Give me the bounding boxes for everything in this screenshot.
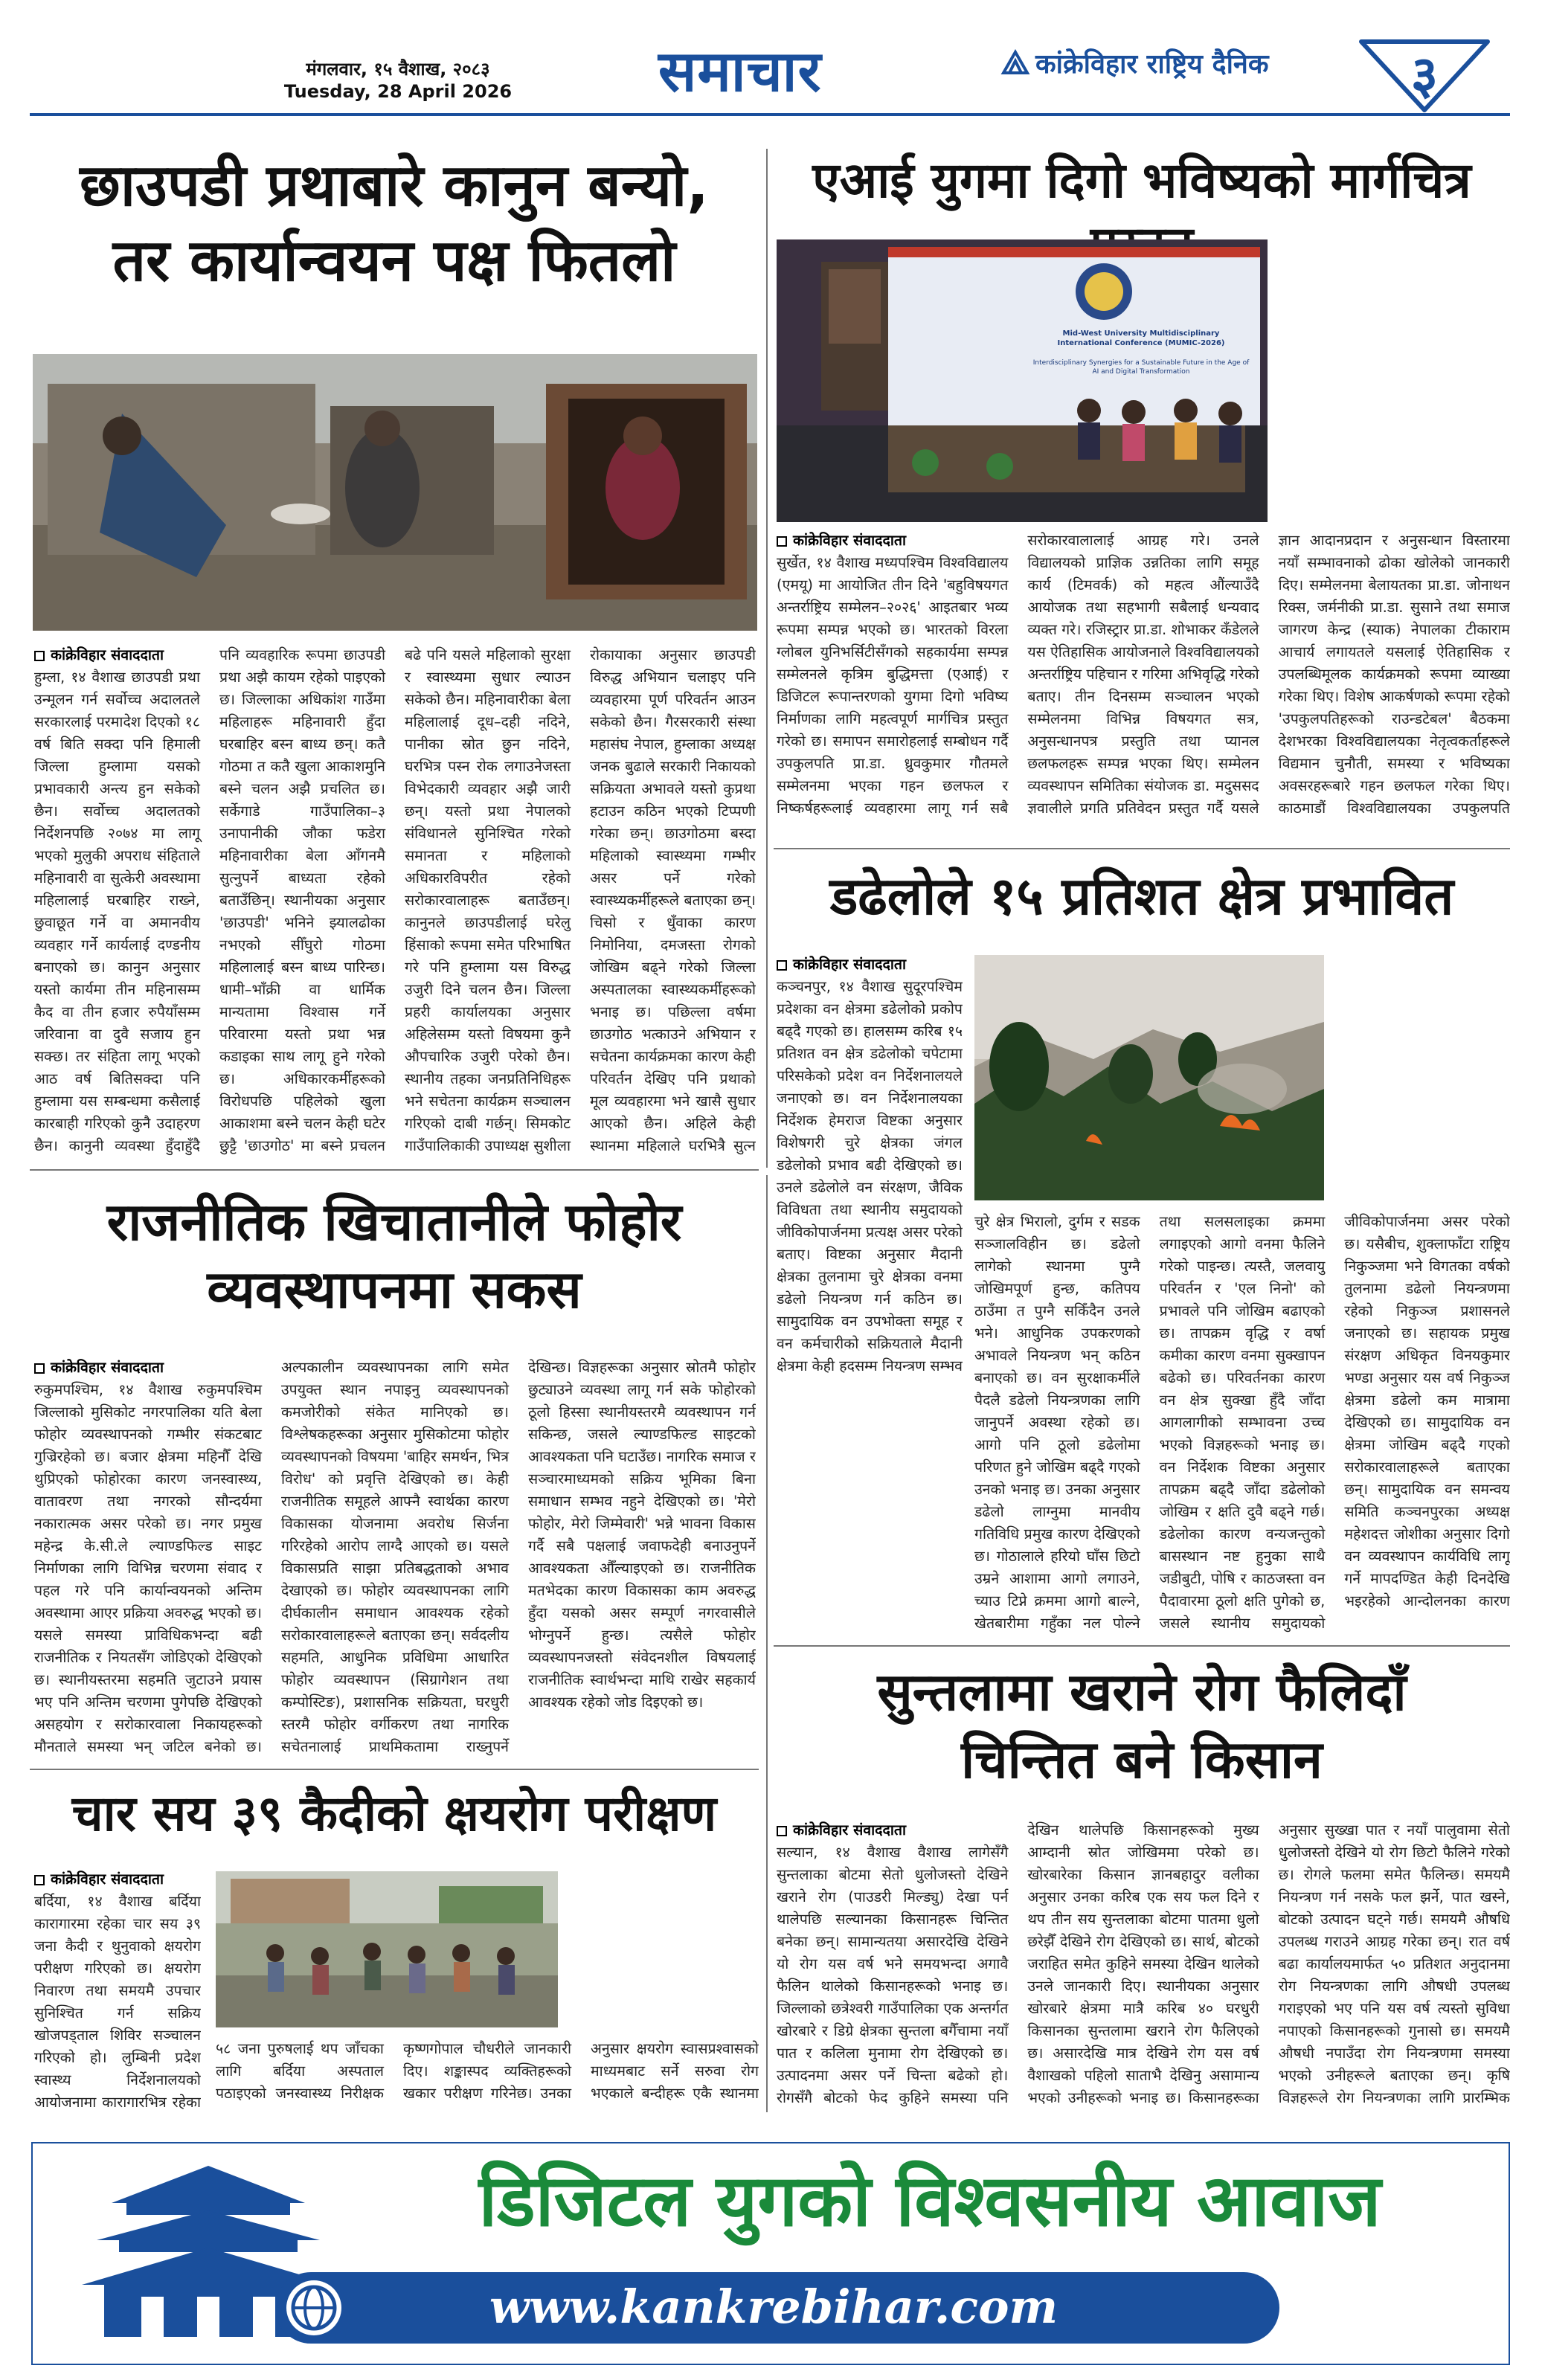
- ad-slogan: डिजिटल युगको विश्वसनीय आवाज: [478, 2158, 1381, 2242]
- chhaupadi-body: कांक्रेविहार संवाददाता हुम्ला, १४ वैशाख छाउपडी प्रथा उन्मूलन गर्न सर्वोच्च अदालतले सरकारलाई परमादेश दिएको १८ वर्ष बिति सक्दा पनि हिमाली जिल्ला हुम्लामा यसको प्रभावकारी अन्त्य हुन सकेको छैन। सर्वोच्च अदालतको निर्देशनपछि २०७४ मा लागू भएको मुलुकी अपराध संहिताले महिनावारी वा सुत्केरी अवस्थामा महिलालाई घरबाहिर राख्ने, छुवाछूत गर्ने वा अमानवीय व्यवहार गर्ने कार्यलाई दण्डनीय बनाएको छ। कानुन अनुसार यस्तो कार्यमा तीन महिनासम्म कैद वा तीन हजार रुपैयाँसम्म जरिवाना वा दुवै सजाय हुन सक्छ। तर संहिता लागू भएको आठ वर्ष बितिसक्दा पनि हुम्लामा यस सम्बन्धमा कसैलाई कारबाही गरिएको कुनै उदाहरण छैन। कानुनी व्यवस्था हुँदाहुँदै पनि व्यवहारिक रूपमा छाउपडी प्रथा अझै कायम रहेको पाइएको छ। जिल्लाका अधिकांश गाउँमा महिलाहरू महिनावारी हुँदा घरबाहिर बस्न बाध्य छन्। कतै गोठमा त कतै खुला आकाशमुनि बस्ने चलन अझै प्रचलित छ। सर्केगाडे गाउँपालिका–३ उनापानीकी जौका फडेरा महिनावारीका बेला आँगनमै सुत्नुपर्ने बाध्यता रहेको बताउँछिन्। स्थानीयका अनुसार 'छाउपडी' भनिने झ्यालढोका नभएको सीँघुरो गोठमा महिलालाई बस्न बाध्य पारिन्छ। धामी–भाँक्री वा धार्मिक मान्यतामा विश्वास गर्ने परिवारमा यस्तो प्रथा भन्न कडाइका साथ लागू हुने गरेको छ। अधिकारकर्मीहरूको विरोधपछि पहिलेको खुला आकाशमा बस्ने चलन केही घटेर छुट्टै 'छाउगोठ' मा बस्ने प्रचलन बढे पनि यसले महिलाको सुरक्षा र स्वास्थ्यमा सुधार ल्याउन सकेको छैन। महिनावारीका बेला महिलालाई दूध–दही नदिने, पानीका स्रोत छुन नदिने, घरभित्र पस्न रोक लगाउनेजस्ता विभेदकारी व्यवहार अझै जारी छन्। यस्तो प्रथा नेपालको संविधानले सुनिश्चित गरेको समानता र महिलाको अधिकारविपरीत रहेको सरोकारवालाहरू बताउँछन्। कानुनले छाउपडीलाई घरेलु हिंसाको रूपमा समेत परिभाषित गरे पनि हुम्लामा यस विरुद्ध उजुरी दिने चलन छैन। जिल्ला प्रहरी कार्यालयका अनुसार अहिलेसम्म यस्तो विषयमा कुनै औपचारिक उजुरी परेको छैन। स्थानीय तहका जनप्रतिनिधिहरू भने सचेतना कार्यक्रम सञ्चालन गरिएको दाबी गर्छन्। सिमकोट गाउँपालिकाकी उपाध्यक्ष सुशीला रोकायाका अनुसार छाउपडी विरुद्ध अभियान चलाइए पनि व्यवहारमा पूर्ण परिवर्तन आउन सकेको छैन। गैरसरकारी संस्था महासंघ नेपाल, हुम्लाका अध्यक्ष जनक बुढाले सरकारी निकायको सक्रियता अभावले यस्तो कुप्रथा हटाउन कठिन भएको टिप्पणी गरेका छन्। छाउगोठमा बस्दा महिलाको स्वास्थ्यमा गम्भीर असर पर्ने गरेको स्वास्थ्यकर्मीहरूले बताएका छन्। चिसो र धुँवाका कारण निमोनिया, दमजस्ता रोगको जोखिम बढ्ने गरेको जिल्ला अस्पतालका स्वास्थ्यकर्मीहरूको भनाइ छ। पछिल्ला वर्षमा छाउगोठ भत्काउने अभियान र सचेतना कार्यक्रमका कारण केही परिवर्तन देखिए पनि प्रथाको मूल व्यवहारमा भने खासै सुधार आएको छैन। अहिले केही स्थानमा महिलाले घरभित्रै सुत्न: [34, 644, 756, 1159]
- globe-icon: [286, 2280, 341, 2335]
- waste-headline: राजनीतिक खिचातानीले फोहोर व्यवस्थापनमा सकस: [106, 1191, 682, 1320]
- ad-url[interactable]: www.kankrebihar.com: [489, 2280, 1058, 2334]
- tb-byline: कांक्रेविहार संवाददाता: [34, 1868, 201, 1891]
- tb-body-left: कांक्रेविहार संवाददाता बर्दिया, १४ वैशाख बर्दिया कारागारमा रहेका चार सय ३९ जना कैदी र थुनुवाको क्षयरोग परीक्षण गरिएको छ। क्षयरोग निवारण तथा समयमै उपचार सुनिश्चित गर्न सक्रिय खोजपड्ताल शिविर सञ्चालन गरिएको हो। लुम्बिनी प्रदेश स्वास्थ्य निर्देशनालयको आयोजनामा कारागारभित्र रहेका: [34, 1868, 201, 2114]
- section-divider: [774, 848, 1510, 849]
- paper-logo-icon: [1000, 48, 1030, 77]
- byline-square-icon: [34, 651, 45, 661]
- date-nepali: मंगलवार, १५ वैशाख, २०८३: [306, 59, 490, 80]
- fire-body-left: कांक्रेविहार संवाददाता कञ्चनपुर, १४ वैशाख सुदूरपश्चिम प्रदेशका वन क्षेत्रमा डढेलोको प्रकोप बढ्दै गएको छ। हालसम्म करिब १५ प्रतिशत वन क्षेत्र डढेलोको चपेटामा परिसकेको प्रदेश वन निर्देशनालयले जनाएको छ। वन निर्देशनालयका निर्देशक हेमराज विष्टका अनुसार विशेषगरी चुरे क्षेत्रका जंगल डढेलोको प्रभाव बढी देखिएको छ। उनले डढेलोले वन संरक्षण, जैविक विविधता तथा स्थानीय समुदायको जीविकोपार्जनमा प्रत्यक्ष असर परेको बताए। विष्टका अनुसार मैदानी क्षेत्रका तुलनामा चुरे क्षेत्रका वनमा डढेलो नियन्त्रण गर्न कठिन छ। सामुदायिक वन उपभोक्ता समूह र वन कर्मचारीको सक्रियताले मैदानी क्षेत्रमा केही हदसम्म नियन्त्रण सम्भव: [777, 953, 963, 1377]
- chhaupadi-byline: कांक्रेविहार संवाददाता: [34, 644, 200, 666]
- ai-headline: एआई युगमा दिगो भविष्यको मार्गचित्र: [812, 152, 1471, 209]
- ai-photo: [777, 239, 1268, 522]
- fire-body-right: चुरे क्षेत्र भिरालो, दुर्गम र सडक सञ्जालविहीन छ। डढेलो लागेको स्थानमा पुग्नै जोखिमपूर्ण हुन्छ, कतिपय ठाउँमा त पुग्नै सकिँदैन उनले भने। आधुनिक उपकरणको अभावले नियन्त्रण भन् कठिन बनाएको छ। वन सुरक्षाकर्मीले पैदलै डढेलो नियन्त्रणका लागि जानुपर्ने अवस्था रहेको छ। आगो पनि ठूलो डढेलोमा परिणत हुने जोखिम बढ्दै गएको उनको भनाइ छ। उनका अनुसार डढेलो लाग्नुमा मानवीय गतिविधि प्रमुख कारण देखिएको छ। गोठालाले हरियो घाँस छिटो उम्रने आशामा आगो लगाउने, च्याउ टिप्ने क्रममा आगो बाल्ने, खेतबारीमा गहुँका नल पोल्ने तथा सलसलाइका क्रममा लगाइएको आगो वनमा फैलिने गरेको पाइन्छ। त्यस्तै, जलवायु परिवर्तन र 'एल निनो' को प्रभावले पनि जोखिम बढाएको छ। तापक्रम वृद्धि र वर्षा कमीका कारण वनमा सुक्खापन बढेको छ। परिवर्तनका कारण वन क्षेत्र सुक्खा हुँदै जाँदा आगलागीको सम्भावना उच्च भएको विज्ञहरूको भनाइ छ। वन निर्देशक विष्टका अनुसार तापक्रम बढ्दै जाँदा डढेलोको जोखिम र क्षति दुवै बढ्ने गर्छ। डढेलोका कारण वन्यजन्तुको बासस्थान नष्ट हुनुका साथै जडीबुटी, पोषि र काठजस्ता वन पैदावारमा ठूलो क्षति पुगेको छ, जसले स्थानीय समुदायको जीविकोपार्जनमा असर परेको छ। यसैबीच, शुक्लाफाँटा राष्ट्रिय निकुञ्जमा भने विगतका वर्षको तुलनामा डढेलो नियन्त्रणमा रहेको निकुञ्ज प्रशासनले जनाएको छ। सहायक प्रमुख संरक्षण अधिकृत विनयकुमार भण्डा अनुसार यस वर्ष निकुञ्ज क्षेत्रमा डढेलो कम मात्रामा देखिएको छ। सामुदायिक वन क्षेत्रमा जोखिम बढ्दै गएको सरोकारवालाहरूले बताएका छन्। सामुदायिक वन समन्वय समिति कञ्चनपुरका अध्यक्ष महेशदत्त जोशीका अनुसार दिगो वन व्यवस्थापन कार्यविधि लागू गर्ने मापदण्डित केही दिनदेखि भइरहेको आन्दोलनका कारण: [974, 1213, 1510, 1632]
- tb-photo: [216, 1871, 558, 2027]
- ai-photo-conference-theme: Interdisciplinary Synergies for a Sustainable Future in the Age of AI and Digital Transformation: [1032, 359, 1250, 376]
- byline-square-icon: [777, 1826, 787, 1836]
- byline-square-icon: [777, 960, 787, 971]
- chhaupadi-headline: छाउपडी प्रथाबारे कानुन बन्यो, तर कार्यान्वयन पक्ष फितलो: [80, 152, 709, 295]
- chhaupadi-photo: [33, 354, 757, 631]
- paper-name: कांक्रेविहार राष्ट्रिय दैनिक: [1035, 49, 1269, 80]
- tb-headline: चार सय ३९ कैदीको क्षयरोग परीक्षण: [71, 1785, 717, 1842]
- waste-byline: कांक्रेविहार संवाददाता: [34, 1357, 262, 1379]
- page-number: ३: [1410, 45, 1439, 106]
- orange-headline: सुन्तलामा खराने रोग फैलिदाँ चिन्तित बने किसान: [877, 1662, 1407, 1790]
- orange-byline: कांक्रेविहार संवाददाता: [777, 1819, 1008, 1842]
- tb-body-right: ५८ जना पुरुषलाई थप जाँचका लागि बर्दिया अस्पताल पठाइएको जनस्वास्थ्य निरीक्षक कृष्णगोपाल चौधरीले जानकारी दिए। शङ्कास्पद व्यक्तिहरूको खकार परीक्षण गरिनेछ। उनका अनुसार क्षयरोग स्वासप्रश्वासको माध्यमबाट सर्ने सरुवा रोग भएकाले बन्दीहरू एकै स्थानमा: [216, 2040, 759, 2102]
- waste-body: कांक्रेविहार संवाददाता रुकुमपश्चिम, १४ वैशाख रुकुमपश्चिम जिल्लाको मुसिकोट नगरपालिका यति बेला फोहोर व्यवस्थापनको गम्भीर संकटबाट गुज्रिरहेको छ। बजार क्षेत्रमा महिनौँ देखि थुप्रिएको फोहोरका कारण जनस्वास्थ्य, वातावरण तथा नगरको सौन्दर्यमा नकारात्मक असर परेको छ। नगर प्रमुख महेन्द्र के.सी.ले ल्याण्डफिल्ड साइट निर्माणका लागि विभिन्न चरणमा संवाद र पहल गरे पनि कार्यान्वयनको अन्तिम अवस्थामा आएर प्रक्रिया अवरुद्ध भएको छ। यसले समस्या प्राविधिकभन्दा बढी राजनीतिक र नियतसँग जोडिएको देखिएको छ। स्थानीयस्तरमा सहमति जुटाउने प्रयास भए पनि अन्तिम चरणमा पुगेपछि देखिएको असहयोग र सरोकारवाला निकायहरूको मौनताले समस्या भन् जटिल बनेको छ। अल्पकालीन व्यवस्थापनका लागि समेत उपयुक्त स्थान नपाइनु व्यवस्थापनको कमजोरीको संकेत मानिएको छ। विश्लेषकहरूका अनुसार मुसिकोटमा फोहोर व्यवस्थापनको विषयमा 'बाहिर समर्थन, भित्र विरोध' को प्रवृत्ति देखिएको छ। केही राजनीतिक समूहले आफ्नै स्वार्थका कारण विकासका योजनामा अवरोध सिर्जना गरिरहेको आरोप लाग्दै आएको छ। यसले विकासप्रति साझा प्रतिबद्धताको अभाव देखाएको छ। फोहोर व्यवस्थापनका लागि दीर्घकालीन समाधान आवश्यक रहेको सरोकारवालाहरूले बताएका छन्। सर्वदलीय सहमति, आधुनिक प्रविधिमा आधारित फोहोर व्यवस्थापन (सिग्रागेशन तथा कम्पोस्टिङ), प्रशासनिक सक्रियता, घरधुरी स्तरमै फोहोर वर्गीकरण तथा नागरिक सचेतनालाई प्राथमिकतामा राख्नुपर्ने देखिन्छ। विज्ञहरूका अनुसार स्रोतमै फोहोर छुट्याउने व्यवस्था लागू गर्न सके फोहोरको ठूलो हिस्सा स्थानीयस्तरमै व्यवस्थापन गर्न सकिन्छ, जसले ल्याण्डफिल्ड साइटको आवश्यकता पनि घटाउँछ। नागरिक समाज र सञ्चारमाध्यमको सक्रिय भूमिका बिना समाधान सम्भव नहुने देखिएको छ। 'मेरो फोहोर, मेरो जिम्मेवारी' भन्ने भावना विकास गर्दै सबै पक्षलाई जवाफदेही बनाउनुपर्ने आवश्यकता औँल्याइएको छ। राजनीतिक मतभेदका कारण विकासका काम अवरुद्ध हुँदा यसको असर सम्पूर्ण नगरवासीले भोग्नुपर्ने हुन्छ। त्यसैले फोहोर व्यवस्थापनजस्तो संवेदनशील विषयलाई राजनीतिक स्वार्थभन्दा माथि राखेर सहकार्य आवश्यक रहेको जोड दिइएको छ।: [34, 1357, 756, 1763]
- orange-body: कांक्रेविहार संवाददाता सल्यान, १४ वैशाख वैशाख लागेसँगै सुन्तलाका बोटमा सेतो धुलोजस्तो देखिने खराने रोग (पाउडरी मिल्ड्यु) देखा पर्न थालेपछि सल्यानका किसानहरू चिन्तित बनेका छन्। सामान्यतया असारदेखि देखिने यो रोग यस वर्ष भने समयभन्दा अगावै फैलिन थालेको किसानहरूको भनाइ छ। जिल्लाको छत्रेश्वरी गाउँपालिका एक अन्तर्गत खोरबारे र डिग्रे क्षेत्रका सुन्तला बगैँचामा नयाँ पात र कलिला मुनामा रोग देखिएको छ। उत्पादनमा असर पर्ने चिन्ता बढेको हो। रोगसँगै बोटको फेद कुहिने समस्या पनि देखिन थालेपछि किसानहरूको मुख्य आम्दानी स्रोत जोखिममा परेको छ। खोरबारेका किसान ज्ञानबहादुर वलीका अनुसार उनका करिब एक सय फल दिने र थप तीन सय सुन्तलाका बोटमा पातमा धुलो छरेझैँ देखिने रोग देखिएको छ। सार्थ, बोटको जराहित समेत कुहिने समस्या देखिन थालेको उनले जानकारी दिए। स्थानीयका अनुसार खोरबारे क्षेत्रमा मात्रै करिब ४० घरधुरी किसानका सुन्तलामा खराने रोग फैलिएको छ। असारदेखि मात्र देखिने रोग यस वर्ष वैशाखको पहिलो साताभै देखिनु असामान्य भएको उनीहरूको भनाइ छ। किसानहरूका अनुसार सुख्खा पात र नयाँ पालुवामा सेतो धुलोजस्तो देखिने यो रोग छिटो फैलिने गरेको छ। रोगले फलमा समेत फैलिन्छ। समयमै नियन्त्रण गर्न नसके फल झर्ने, पात खस्ने, बोटको उत्पादन घट्ने गर्छ। समयमै औषधि उपलब्ध गराउने आग्रह गरेका छन्। रात वर्ष बढा कार्यालयमार्फत ५० प्रतिशत अनुदानमा रोग नियन्त्रणका लागि औषधी उपलब्ध गराइएको भए पनि यस वर्ष त्यस्तो सुविधा नपाएको किसानहरूको गुनासो छ। समयमै औषधी नपाउँदा रोग नियन्त्रणमा समस्या भएको उनीहरूले बताएका छन्। कृषि विज्ञहरूले रोग नियन्त्रणका लागि प्रारम्भिक: [777, 1819, 1510, 2114]
- fire-byline: कांक्रेविहार संवाददाता: [777, 953, 963, 976]
- section-title: समाचार: [658, 38, 822, 104]
- byline-square-icon: [34, 1363, 45, 1374]
- tb-body-far-right: [573, 1868, 759, 2032]
- section-divider: [774, 1645, 1510, 1647]
- masthead-date: [275, 58, 521, 103]
- ai-photo-conference-title: Mid-West University Multidisciplinary International Conference (MUMIC-2026): [1057, 329, 1225, 347]
- ai-body: कांक्रेविहार संवाददाता सुर्खेत, १४ वैशाख मध्यपश्चिम विश्वविद्यालय (एमयू) मा आयोजित तीन दिने 'बहुविषयगत अन्तर्राष्ट्रिय सम्मेलन–२०२६' आइतबार भव्य रूपमा सम्पन्न भएको छ। भारतको विरला ग्लोबल युनिभर्सिटीसँगको सहकार्यमा सम्पन्न सम्मेलनले कृत्रिम बुद्धिमत्ता (एआई) र डिजिटल रूपान्तरणको युगमा दिगो भविष्य निर्माणका लागि महत्वपूर्ण मार्गचित्र प्रस्तुत गरेको छ। समापन समारोहलाई सम्बोधन गर्दै उपकुलपति प्रा.डा. ध्रुवकुमार गौतमले सम्मेलनमा भएका गहन छलफल र निष्कर्षहरूलाई व्यवहारमा लागू गर्न सबै सरोकारवालालाई आग्रह गरे। उनले विद्यालयको प्राज्ञिक उन्नतिका लागि समूह कार्य (टिमवर्क) को महत्व औंल्याउँदै आयोजक तथा सहभागी सबैलाई धन्यवाद व्यक्त गरे। रजिस्ट्रार प्रा.डा. शोभाकर कँडेलले यस ऐतिहासिक आयोजनाले विश्वविद्यालयको अन्तर्राष्ट्रिय पहिचान र गरिमा अभिवृद्धि गरेको बताए। तीन दिनसम्म सञ्चालन भएको सम्मेलनमा विभिन्न विषयगत सत्र, अनुसन्धानपत्र प्रस्तुति तथा प्यानल छलफलहरू सम्पन्न भएका थिए। सम्मेलन व्यवस्थापन समितिका संयोजक डा. मदुससद ज्ञवालीले प्रगति प्रतिवेदन प्रस्तुत गर्दै यसले ज्ञान आदानप्रदान र अनुसन्धान विस्तारमा नयाँ सम्भावनाको ढोका खोलेको जानकारी दिए। सम्मेलनमा बेलायतका प्रा.डा. जोनाथन रिक्स, जर्मनीकी प्रा.डा. सुसाने तथा समाज जागरण केन्द्र (स्याक) नेपालका टीकाराम आचार्य लगायतले यसलाई ऐतिहासिक र उपलब्धिमूलक कार्यक्रमको रूपमा व्याख्या गरेका थिए। विशेष आकर्षणको रूपमा रहेको 'उपकुलपतिहरूको राउन्डटेबल' बैठकमा देशभरका विश्वविद्यालयका नेतृत्वकर्ताहरूले विद्यमान चुनौती, समस्या र भविष्यका अवसरहरूबारे गहन छलफल गरेका थिए। काठमाडौं विश्वविद्यालयका उपकुलपति: [777, 530, 1510, 837]
- fire-headline: डढेलोले १५ प्रतिशत क्षेत्र प्रभावित: [829, 866, 1454, 927]
- byline-square-icon: [34, 1875, 45, 1885]
- section-divider: [30, 1769, 759, 1770]
- byline-square-icon: [777, 536, 787, 547]
- column-divider: [766, 149, 768, 1168]
- date-english: Tuesday, 28 April 2026: [283, 81, 513, 102]
- masthead-rule: [30, 113, 1510, 116]
- ai-byline: कांक्रेविहार संवाददाता: [777, 530, 1008, 552]
- page-number-badge: [1354, 27, 1495, 116]
- section-divider: [30, 1169, 759, 1171]
- fire-photo: [974, 955, 1324, 1200]
- ai-body-side: [1279, 239, 1510, 522]
- column-divider: [766, 1175, 768, 2112]
